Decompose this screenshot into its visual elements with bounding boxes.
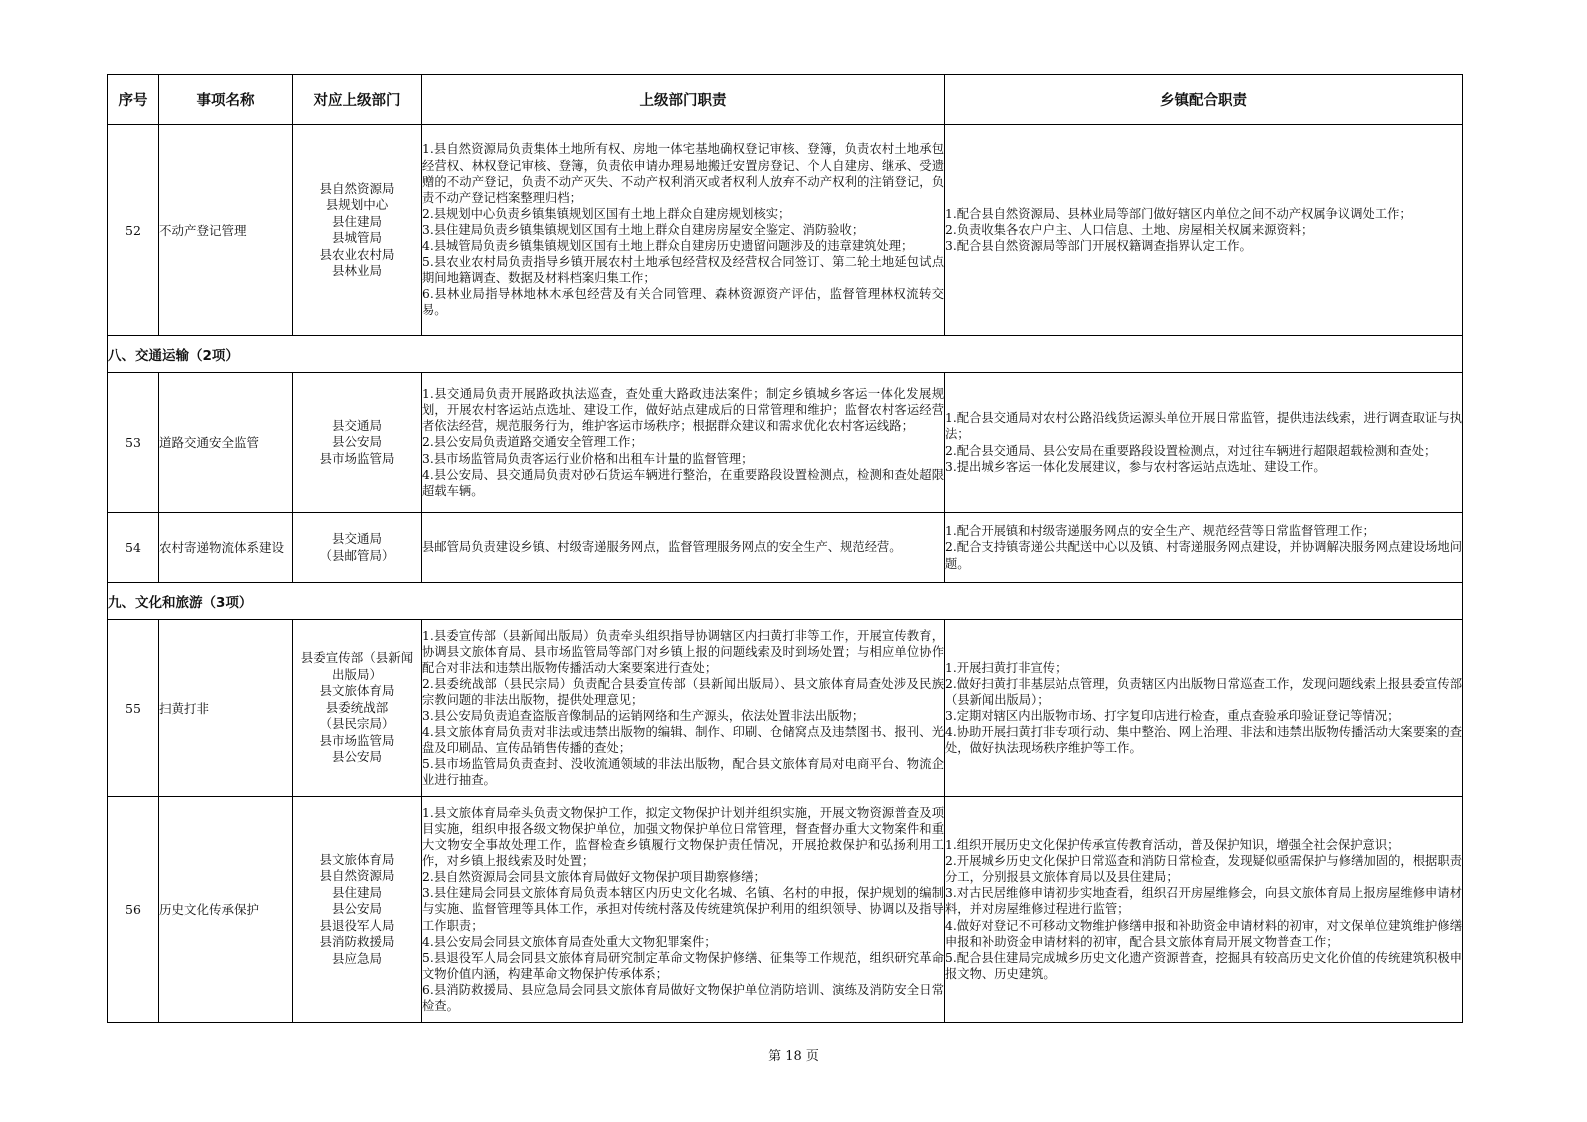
table-row (108, 125, 1463, 336)
row-item-name: 农村寄递物流体系建设 (159, 513, 293, 583)
row-seq: 52 (108, 125, 159, 336)
row-superior-duty: 1.县文旅体育局牵头负责文物保护工作，拟定文物保护计划并组织实施，开展文物资源普查及项目实施，组织申报各级文物保护单位，加强文物保护单位日常管理，督查督办重大文物案件和重大文物安全事故处理工作，监督检查乡镇履行文物保护责任情况，开展抢救保护和弘扬利用工作，对乡镇上报线索及时处置； 2.县自然资源局会同县文旅体育局做好文物保护项目勘察修缮； 3.县住建局会同县文旅体育局负责本辖区内历史文化名城、名镇、名村的申报，保护规划的编制与实施、监督管理等具体工作，承担对传统村落及传统建筑保护利用的组织领导、协调以及指导工作职责； 4.县公安局会同县文旅体育局查处重大文物犯罪案件； 5.县退役军人局会同县文旅体育局研究制定革命文物保护修缮、征集等工作规范，组织研究革命文物价值内涵，构建革命文物保护传承体系； 6.县消防救援局、县应急局会同县文旅体育局做好文物保护单位消防培训、演练及消防安全日常检查。 (422, 797, 945, 1023)
dept-name: 县委统战部 (325, 699, 389, 715)
header-superior-dept: 对应上级部门 (293, 75, 422, 125)
row-item-name: 道路交通安全监管 (159, 373, 293, 513)
row-item-name: 历史文化传承保护 (159, 797, 293, 1023)
header-item-name: 事项名称 (159, 75, 293, 125)
dept-name: 县自然资源局 (319, 868, 395, 884)
row-township-coop: 1.配合县交通局对农村公路沿线货运源头单位开展日常监管，提供违法线索，进行调查取证与执法； 2.配合县交通局、县公安局在重要路段设置检测点，对过往车辆进行超限超载检测和查处； 3.提出城乡客运一体化发展建议，参与农村客运站点选址、建设工作。 (945, 373, 1463, 513)
dept-name: 出版局） (331, 666, 382, 682)
dept-name: 县交通局 (331, 531, 382, 546)
dept-name: 县交通局 (331, 417, 382, 433)
row-superior-depts (293, 513, 422, 583)
table-row (108, 620, 1463, 797)
section-title: 八、交通运输（2项） (108, 336, 1463, 373)
responsibility-table (107, 74, 1463, 1023)
header-superior-duty: 上级部门职责 (422, 75, 945, 125)
row-township-coop: 1.配合开展镇和村级寄递服务网点的安全生产、规范经营等日常监督管理工作； 2.配合支持镇寄递公共配送中心以及镇、村寄递服务网点建设，并协调解决服务网点建设场地问题。 (945, 513, 1463, 583)
row-superior-depts (293, 797, 422, 1023)
row-superior-depts (293, 373, 422, 513)
row-item-name: 扫黄打非 (159, 620, 293, 797)
dept-name: 县城管局 (331, 230, 382, 245)
section-row (108, 336, 1463, 373)
header-seq: 序号 (108, 75, 159, 125)
row-superior-duty: 1.县自然资源局负责集体土地所有权、房地一体宅基地确权登记审核、登簿，负责农村土地承包经营权、林权登记审核、登簿，负责依申请办理易地搬迁安置房登记、个人自建房、继承、受遗赠的不动产登记，负责不动产灭失、不动产权利消灭或者权利人放弃不动产权利的注销登记，负责不动产登记档案整理归档； 2.县规划中心负责乡镇集镇规划区国有土地上群众自建房规划核实； 3.县住建局负责乡镇集镇规划区国有土地上群众自建房房屋安全鉴定、消防验收； 4.县城管局负责乡镇集镇规划区国有土地上群众自建房历史遗留问题涉及的违章建筑处理； 5.县农业农村局负责指导乡镇开展农村土地承包经营权及经营权合同签订、第二轮土地延包试点期间地籍调查、数据及材料档案归集工作； 6.县林业局指导林地林木承包经营及有关合同管理、森林资源资产评估，监督管理林权流转交易。 (422, 125, 945, 336)
dept-name: 县住建局 (331, 213, 382, 229)
row-superior-depts (293, 125, 422, 336)
table-row (108, 513, 1463, 583)
dept-name: 县林业局 (331, 263, 382, 278)
row-seq: 55 (108, 620, 159, 797)
dept-name: 县委宣传部（县新闻 (300, 650, 414, 666)
row-superior-duty: 1.县交通局负责开展路政执法巡查，查处重大路政违法案件；制定乡镇城乡客运一体化发展规划，开展农村客运站点选址、建设工作，做好站点建成后的日常管理和维护；监督农村客运经营者依法经营，规范服务行为，维护客运市场秩序；根据群众建议和需求优化农村客运线路； 2.县公安局负责道路交通安全管理工作； 3.县市场监管局负责客运行业价格和出租车计量的监督管理； 4.县公安局、县交通局负责对砂石货运车辆进行整治，在重要路段设置检测点，检测和查处超限超载车辆。 (422, 373, 945, 513)
table-row (108, 373, 1463, 513)
dept-name: 县市场监管局 (319, 732, 395, 748)
dept-name: 县公安局 (331, 901, 382, 917)
row-township-coop: 1.开展扫黄打非宣传； 2.做好扫黄打非基层站点管理，负责辖区内出版物日常巡查工作，发现问题线索上报县委宣传部（县新闻出版局）； 3.定期对辖区内出版物市场、打字复印店进行检查，重点查验承印验证登记等情况； 4.协助开展扫黄打非专项行动、集中整治、网上治理、非法和违禁出版物传播活动大案要案的查处，做好执法现场秩序维护等工作。 (945, 620, 1463, 797)
row-seq: 53 (108, 373, 159, 513)
row-township-coop: 1.组织开展历史文化保护传承宣传教育活动，普及保护知识，增强全社会保护意识； 2.开展城乡历史文化保护日常巡查和消防日常检查，发现疑似亟需保护与修缮加固的，根据职责分工，分别报县文旅体育局以及县住建局； 3.对古民居维修申请初步实地查看，组织召开房屋维修会，向县文旅体育局上报房屋维修申请材料，并对房屋维修过程进行监管； 4.做好对登记不可移动文物维护修缮申报和补助资金申请材料的初审，对文保单位建筑维护修缮申报和补助资金申请材料的初审，配合县文旅体育局开展文物普查工作； 5.配合县住建局完成城乡历史文化遗产资源普查，挖掘具有较高历史文化价值的传统建筑积极申报文物、历史建筑。 (945, 797, 1463, 1023)
dept-name: 县文旅体育局 (319, 683, 395, 699)
page-footer: 第 18 页 (768, 1049, 819, 1064)
row-superior-duty: 1.县委宣传部（县新闻出版局）负责牵头组织指导协调辖区内扫黄打非等工作，开展宣传教育，协调县文旅体育局、县市场监管局等部门对乡镇上报的问题线索及时到场处置；与相应单位协作配合对非法和违禁出版物传播活动大案要案进行查处； 2.县委统战部（县民宗局）负责配合县委宣传部（县新闻出版局）、县文旅体育局查处涉及民族宗教问题的非法出版物，提供处理意见； 3.县公安局负责追查盗版音像制品的运销网络和生产源头，依法处置非法出版物； 4.县文旅体育局负责对非法或违禁出版物的编辑、制作、印刷、仓储窝点及违禁图书、报刊、光盘及印刷品、宣传品销售传播的查处； 5.县市场监管局负责查封、没收流通领域的非法出版物，配合县文旅体育局对电商平台、物流企业进行抽查。 (422, 620, 945, 797)
row-superior-depts (293, 620, 422, 797)
dept-name: 县自然资源局 (319, 180, 395, 196)
dept-name: （县民宗局） (319, 716, 395, 732)
section-title: 九、文化和旅游（3项） (108, 583, 1463, 620)
dept-name: 县消防救援局 (319, 934, 395, 950)
dept-name: 县市场监管局 (319, 450, 395, 466)
dept-name: 县应急局 (331, 950, 382, 966)
row-seq: 56 (108, 797, 159, 1023)
dept-name: 县农业农村局 (319, 246, 395, 262)
dept-name: 县住建局 (331, 884, 382, 900)
section-row (108, 583, 1463, 620)
header-township-coop: 乡镇配合职责 (945, 75, 1463, 125)
dept-name: 县公安局 (331, 749, 382, 765)
table-header-row (108, 75, 1463, 125)
row-superior-duty: 县邮管局负责建设乡镇、村级寄递服务网点，监督管理服务网点的安全生产、规范经营。 (422, 513, 945, 583)
row-item-name: 不动产登记管理 (159, 125, 293, 336)
table-row (108, 797, 1463, 1023)
dept-name: 县文旅体育局 (319, 851, 395, 867)
dept-name: 县退役军人局 (319, 917, 395, 933)
dept-name: 县规划中心 (325, 197, 389, 212)
row-seq: 54 (108, 513, 159, 583)
dept-name: 县公安局 (331, 434, 382, 450)
dept-name: （县邮管局） (319, 547, 395, 563)
row-township-coop: 1.配合县自然资源局、县林业局等部门做好辖区内单位之间不动产权属争议调处工作； 2.负责收集各农户户主、人口信息、土地、房屋相关权属来源资料； 3.配合县自然资源局等部门开展权籍调查指界认定工作。 (945, 125, 1463, 336)
